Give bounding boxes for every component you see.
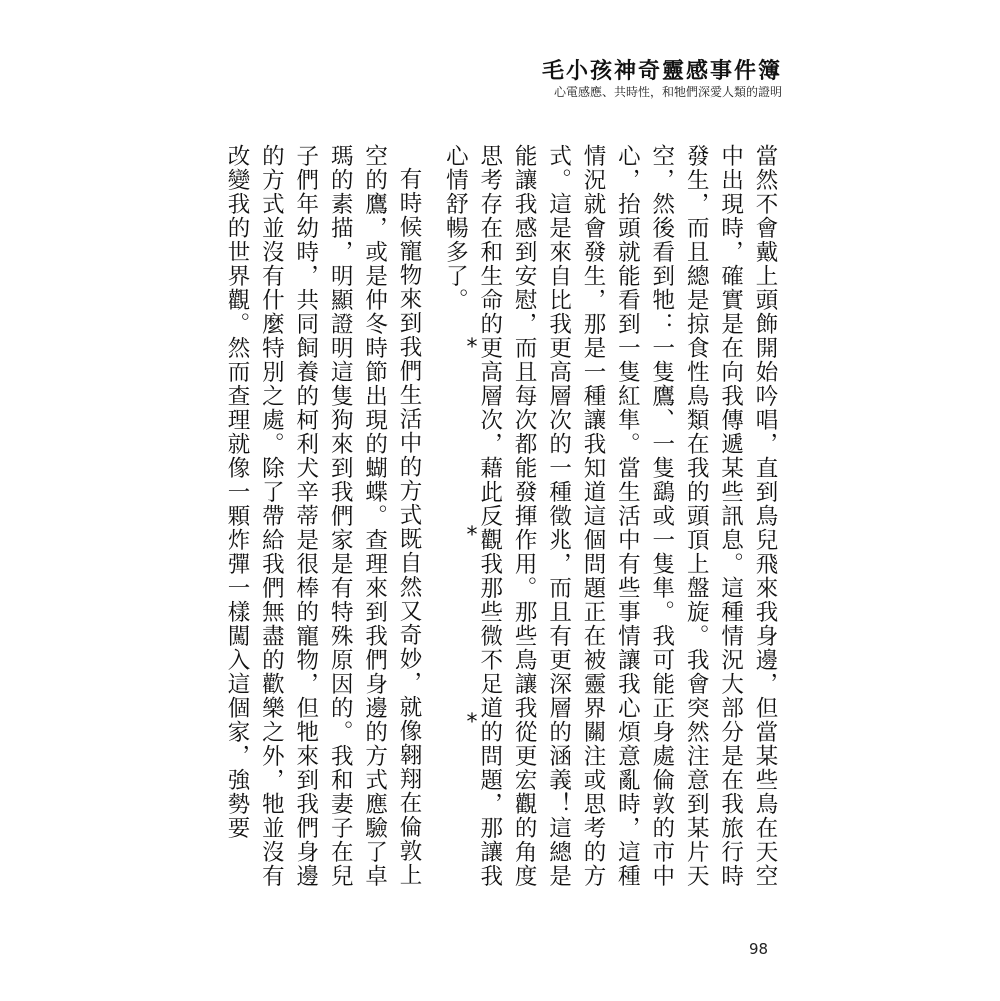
separator-star: * <box>466 523 478 548</box>
page-number: 98 <box>749 940 769 958</box>
running-header <box>542 58 782 100</box>
separator-star: * <box>466 335 478 360</box>
separator-star: * <box>466 710 478 735</box>
book-subtitle: 心電感應、共時性，和牠們深愛人類的證明 <box>553 85 782 99</box>
paragraph-continuation: 當然不會戴上頭飾開始吟唱，直到鳥兒飛來我身邊，但當某些鳥在天空中出現時，確實是在向我傳遞某些訊息。這種情況大部分是在我旅行時發生，而且總是掠食性鳥類在我的頭頂上盤旋。我會突然注意到某片天空，然後看到牠：一隻鷹、一隻鷂或一隻隼。我可能正身處倫敦的市中心，抬頭就能看到一隻紅隼。當生活中有些事情讓我心煩意亂時，這種情況就會發生，那是一種讓我知道這個問題正在被靈界關注或思考的方式。這是來自比我更高層次的一種徵兆，而且有更深層的涵義！這總是能讓我感到安慰，而且每次都能發揮作用。那些鳥讓我從更宏觀的角度思考存在和生命的更高層次，藉此反觀我那些微不足道的問題，那讓我心情舒暢多了。 <box>442 144 778 888</box>
book-title: 毛小孩神奇靈感事件簿 <box>541 58 782 84</box>
section-separator <box>457 337 487 737</box>
vertical-text-section-two <box>223 144 426 904</box>
paragraph-new-section: 有時候寵物來到我們生活中的方式既自然又奇妙，就像翱翔在倫敦上空的鷹，或是仲冬時節出現的蝴蝶。查理來到我們身邊的方式應驗了卓瑪的素描，明顯證明這隻狗來到我們家是有特殊原因的。我和妻子在兒子們年幼時，共同飼養的柯利犬辛蒂是很棒的寵物，但牠來到我們身邊的方式並沒有什麼特別之處。除了帶給我們無盡的歡樂之外，牠並沒有改變我的世界觀。然而查理就像一顆炸彈一樣闖入這個家，強勢要 <box>223 144 422 888</box>
vertical-text-section-one <box>442 144 782 904</box>
